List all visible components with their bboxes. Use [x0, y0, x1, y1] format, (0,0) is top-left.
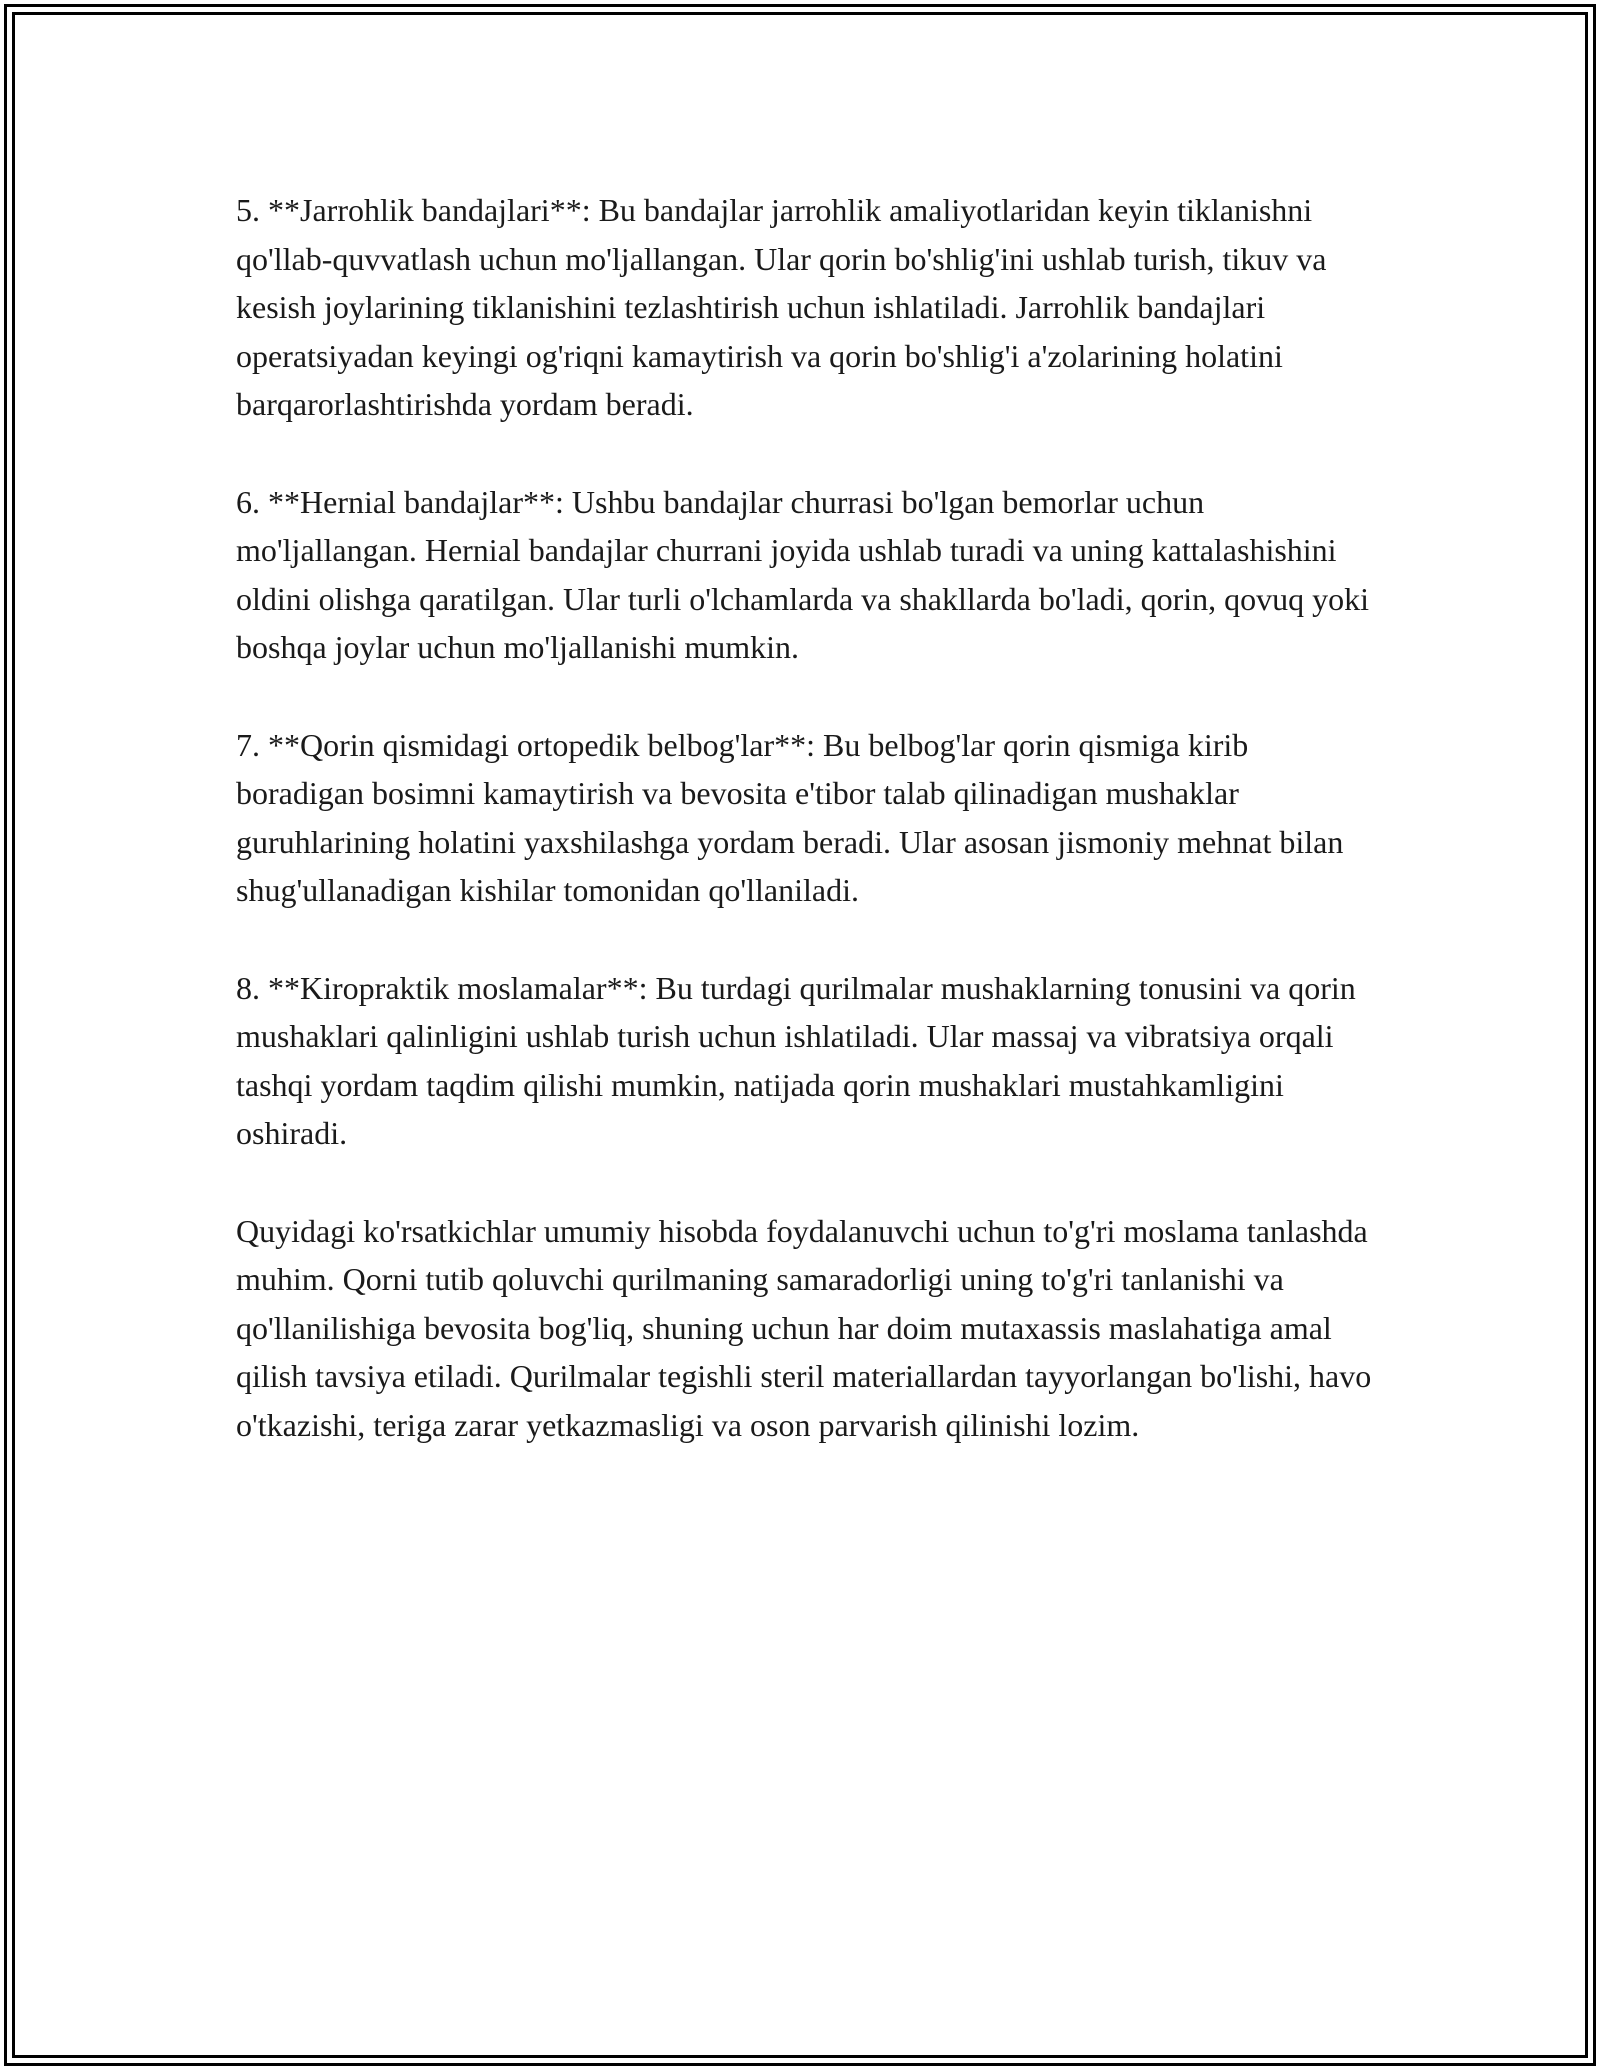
- paragraph-orthopedic-belts: 7. **Qorin qismidagi ortopedik belbog'lar**: Bu belbog'lar qorin qismiga kirib boradigan bosimni kamaytirish va bevosita e'tibor talab qilinadigan mushaklar guruhlarining holatini yaxshilashga yordam beradi. Ular asosan jismoniy mehnat bilan shug'ullanadigan kishilar tomonidan qo'llaniladi.: [236, 726, 1344, 908]
- document-body: [236, 186, 1376, 1498]
- paragraph-surgical-bandages: 5. **Jarrohlik bandajlari**: Bu bandajlar jarrohlik amaliyotlaridan keyin tiklanishni qo'llab-quvvatlash uchun mo'ljallangan. Ular qorin bo'shlig'ini ushlab turish, tikuv va kesish joylarining tiklanishini tezlashtirish uchun ishlatiladi. Jarrohlik bandajlari operatsiyadan keyingi og'riqni kamaytirish va qorin bo'shlig'i a'zolarining holatini barqarorlashtirishda yordam beradi.: [236, 192, 1327, 422]
- paragraph-hernial-bandages: 6. **Hernial bandajlar**: Ushbu bandajlar churrasi bo'lgan bemorlar uchun mo'ljallangan. Hernial bandajlar churrani joyida ushlab turadi va uning kattalashishini oldini olishga qaratilgan. Ular turli o'lchamlarda va shakllarda bo'ladi, qorin, qovuq yoki boshqa joylar uchun mo'ljallanishi mumkin.: [236, 483, 1370, 665]
- paragraph-chiropractic-devices: 8. **Kiropraktik moslamalar**: Bu turdagi qurilmalar mushaklarning tonusini va qorin mushaklari qalinligini ushlab turish uchun ishlatiladi. Ular massaj va vibratsiya orqali tashqi yordam taqdim qilishi mumkin, natijada qorin mushaklari mustahkamligini oshiradi.: [236, 969, 1356, 1151]
- paragraph-conclusion: Quyidagi ko'rsatkichlar umumiy hisobda foydalanuvchi uchun to'g'ri moslama tanlashda muhim. Qorni tutib qoluvchi qurilmaning samaradorligi uning to'g'ri tanlanishi va qo'llanilishiga bevosita bog'liq, shuning uchun har doim mutaxassis maslahatiga amal qilish tavsiya etiladi. Qurilmalar tegishli steril materiallardan tayyorlangan bo'lishi, havo o'tkazishi, teriga zarar yetkazmasligi va oson parvarish qilinishi lozim.: [236, 1212, 1372, 1443]
